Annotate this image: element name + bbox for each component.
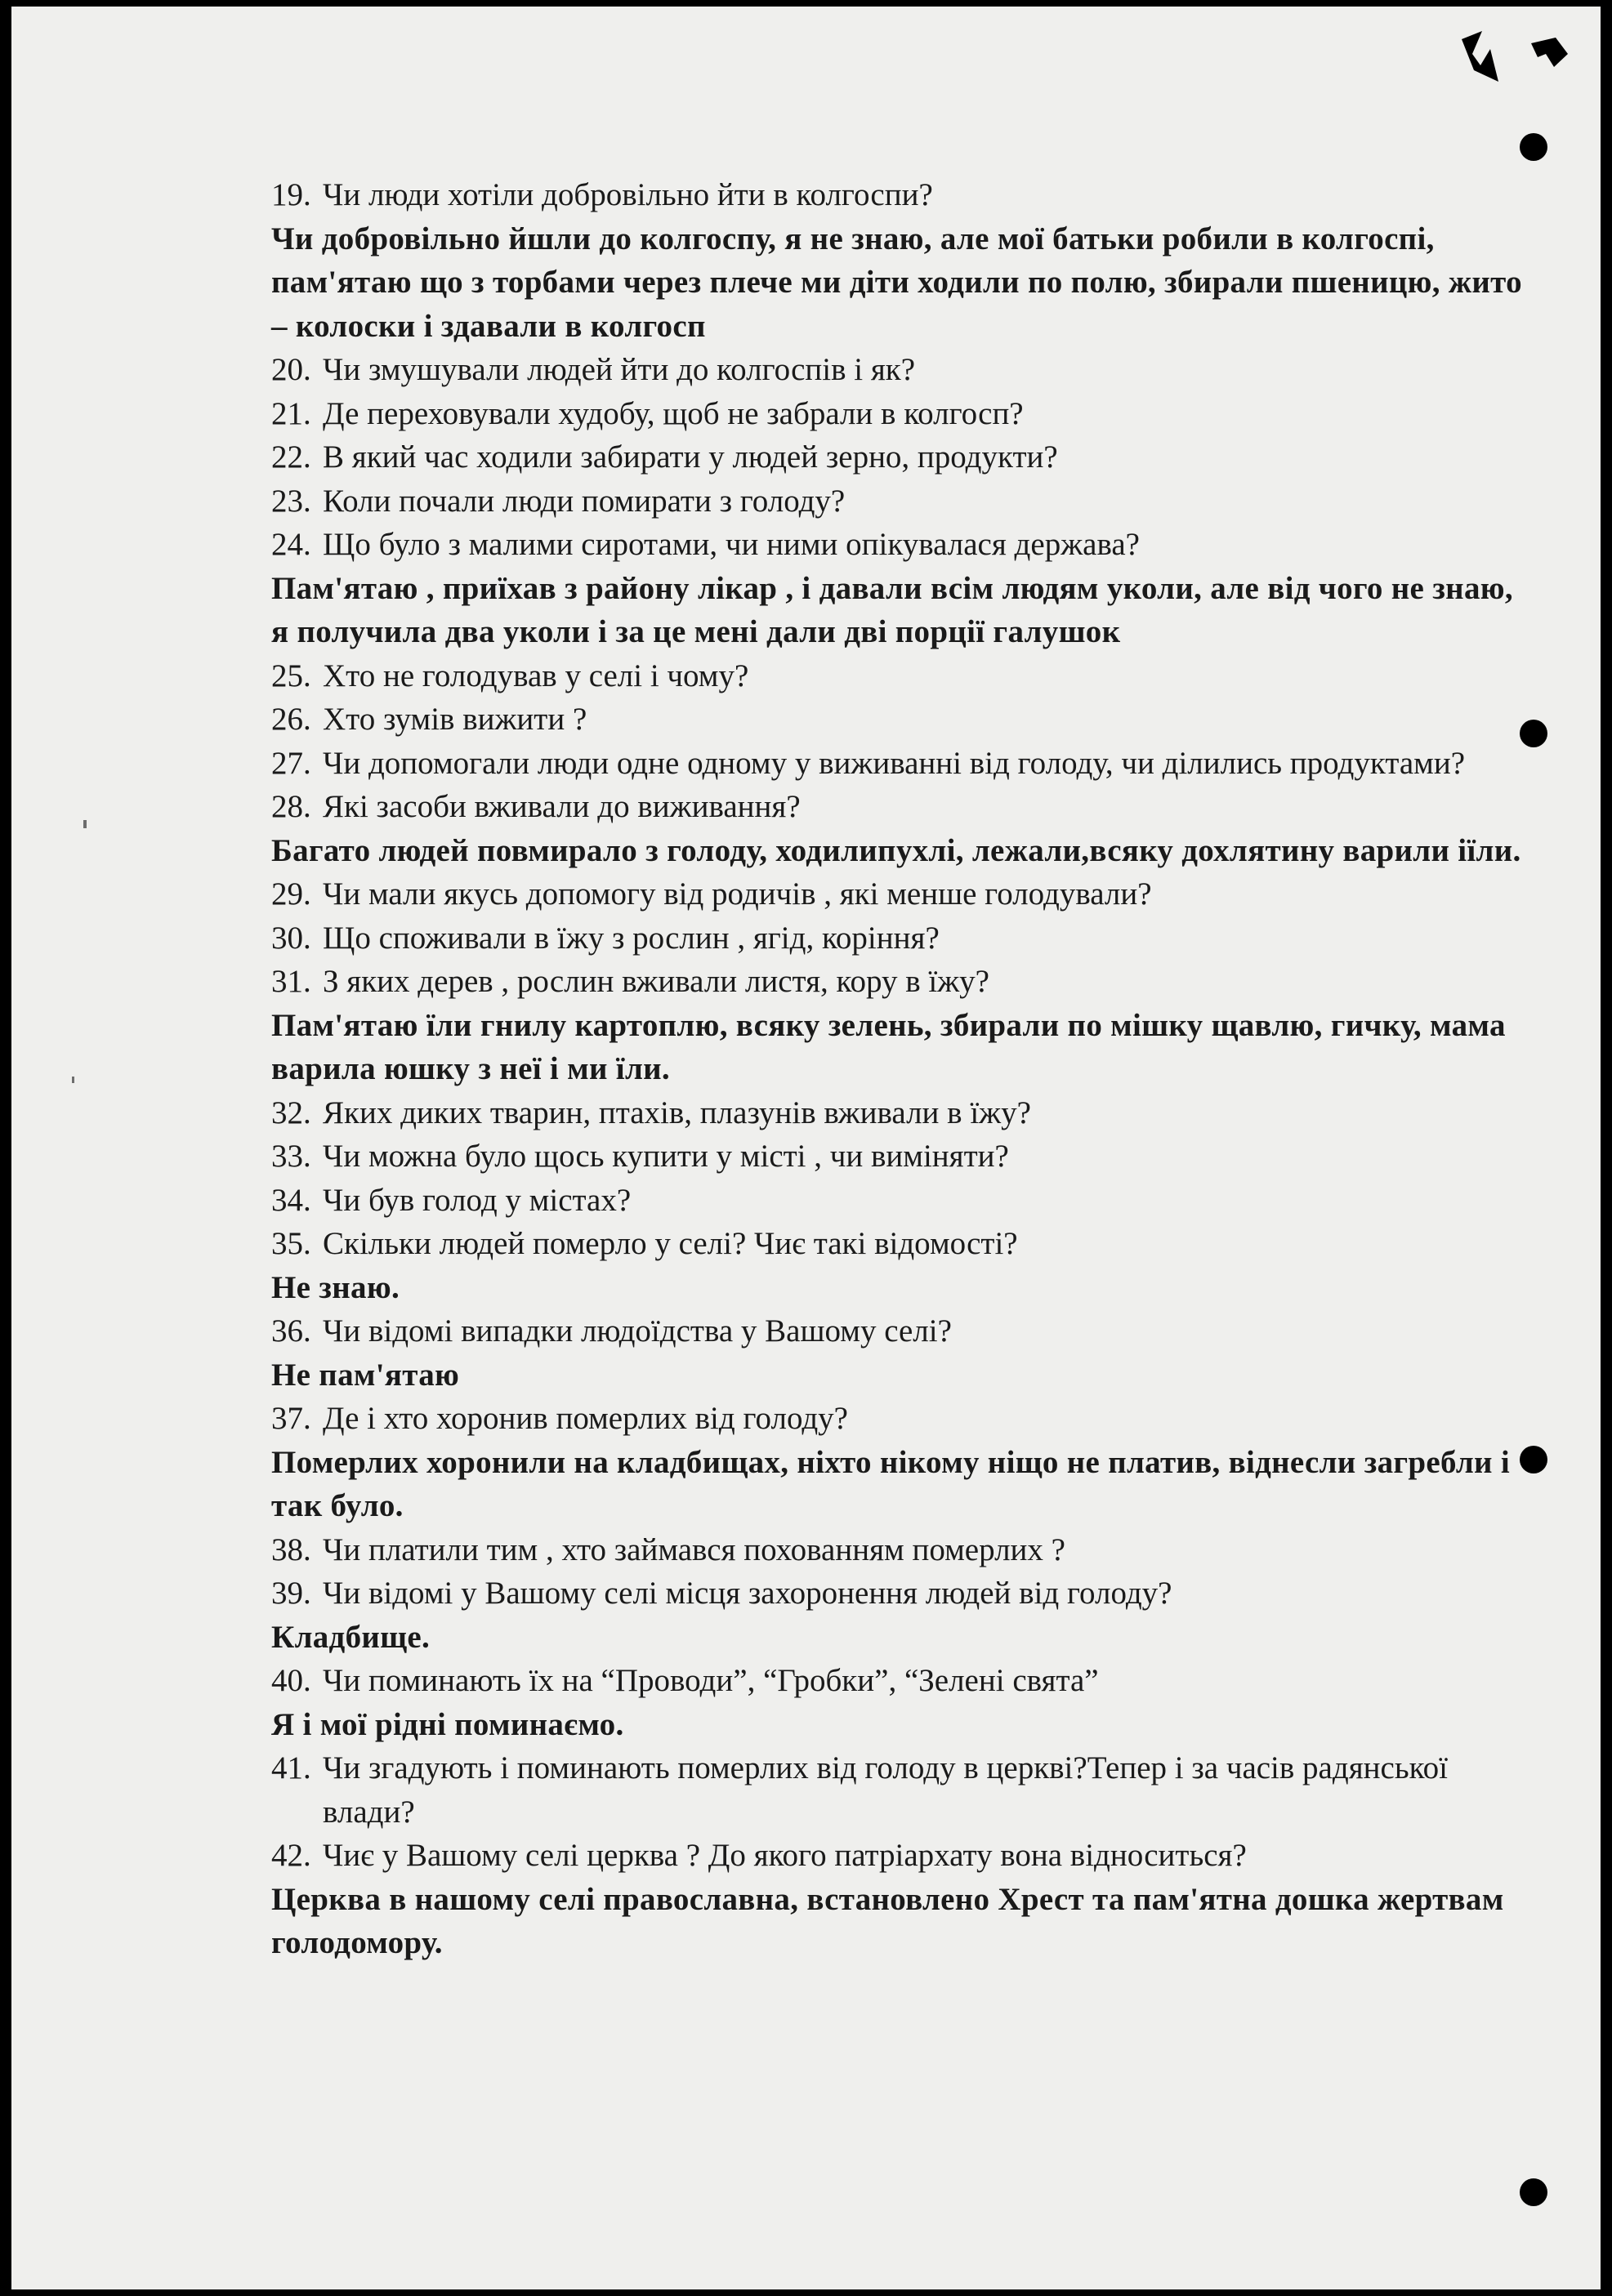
question-text: Скільки людей померло у селі? Чиє такі відомості? xyxy=(323,1226,1018,1261)
question xyxy=(271,960,1529,1004)
torn-corner-icon xyxy=(1433,7,1612,96)
question-number: 39. xyxy=(271,1576,311,1611)
question xyxy=(271,1572,1529,1616)
question xyxy=(271,698,1529,742)
question-text: В який час ходили забирати у людей зерно, продукти? xyxy=(323,439,1058,475)
questionnaire-text xyxy=(271,173,1529,1965)
question-number: 29. xyxy=(271,876,311,912)
question-number: 36. xyxy=(271,1313,311,1349)
question xyxy=(271,435,1529,479)
answer: Чи добровільно йшли до колгоспу, я не знаю, але мої батьки робили в колгоспі, пам'ятаю що з торбами через плече ми діти ходили по полю, збирали пшеницю, жито – колоски і здавали в колгосп xyxy=(271,221,1522,344)
question-number: 27. xyxy=(271,745,311,781)
question-number: 37. xyxy=(271,1401,311,1436)
answer: Багато людей повмирало з голоду, ходилипухлі, лежали,всяку дохлятину варили іїли. xyxy=(271,832,1521,868)
question-text: Чи поминають їх на “Проводи”, “Гробки”, “Зелені свята” xyxy=(323,1663,1099,1698)
question-text: Де і хто хоронив померлих від голоду? xyxy=(323,1401,848,1436)
question xyxy=(271,1659,1529,1703)
question-text: Що було з малими сиротами, чи ними опікувалася держава? xyxy=(323,527,1140,562)
answer: Пам'ятаю їли гнилу картоплю, всяку зелень, збирали по мішку щавлю, гичку, мама варила юшку з неї і ми їли. xyxy=(271,1007,1506,1086)
question xyxy=(271,654,1529,698)
question-number: 21. xyxy=(271,395,311,431)
answer: Померлих хоронили на кладбищах, ніхто нікому ніщо не платив, віднесли загребли і так було. xyxy=(271,1444,1510,1523)
question-text: Коли почали люди помирати з голоду? xyxy=(323,483,846,519)
question xyxy=(271,742,1529,786)
question-number: 19. xyxy=(271,177,311,212)
question-text: Чи відомі випадки людоїдства у Вашому селі? xyxy=(323,1313,952,1349)
punch-hole-icon xyxy=(1520,2178,1547,2206)
question xyxy=(271,1222,1529,1266)
question-text: Чи відомі у Вашому селі місця захоронення людей від голоду? xyxy=(323,1576,1172,1611)
question-text: Чи платили тим , хто займався похованням померлих ? xyxy=(323,1531,1065,1567)
question-number: 33. xyxy=(271,1139,311,1174)
punch-hole-icon xyxy=(1520,133,1547,161)
question-number: 30. xyxy=(271,920,311,956)
question xyxy=(271,872,1529,916)
answer: Не пам'ятаю xyxy=(271,1357,460,1393)
question-text: Чи змушували людей йти до колгоспів і як? xyxy=(323,352,916,387)
scan-smudge xyxy=(83,820,87,828)
question xyxy=(271,785,1529,829)
answer: Церква в нашому селі православна, встановлено Хрест та пам'ятна дошка жертвам голодомору. xyxy=(271,1881,1504,1960)
question-text: Чи допомогали люди одне одному у виживанні від голоду, чи ділились продуктами? xyxy=(323,745,1466,781)
question-text: Хто зумів вижити ? xyxy=(323,702,587,737)
question-number: 42. xyxy=(271,1838,311,1873)
question-text: Чи можна було щось купити у місті , чи виміняти? xyxy=(323,1139,1009,1174)
question-text: Чи був голод у містах? xyxy=(323,1182,632,1218)
question-number: 41. xyxy=(271,1750,311,1786)
question-text: Чиє у Вашому селі церква ? До якого патріархату вона відноситься? xyxy=(323,1838,1247,1873)
question-text: Чи люди хотіли добровільно йти в колгоспи? xyxy=(323,177,933,212)
answer: Я і мої рідні поминаємо. xyxy=(271,1706,624,1742)
question xyxy=(271,1746,1529,1834)
question-number: 35. xyxy=(271,1226,311,1261)
question-number: 32. xyxy=(271,1095,311,1130)
question xyxy=(271,392,1529,436)
answer: Кладбище. xyxy=(271,1619,431,1655)
question-number: 31. xyxy=(271,964,311,999)
answer: Не знаю. xyxy=(271,1269,400,1305)
question xyxy=(271,173,1529,217)
question-text: Що споживали в їжу з рослин , ягід, коріння? xyxy=(323,920,940,956)
question-text: Чи мали якусь допомогу від родичів , які менше голодували? xyxy=(323,876,1152,912)
question-text: Чи згадують і поминають померлих від голоду в церкві?Тепер і за часів радянської влади? xyxy=(323,1750,1448,1830)
question-text: Які засоби вживали до виживання? xyxy=(323,789,801,824)
question xyxy=(271,1091,1529,1135)
question-number: 26. xyxy=(271,702,311,737)
question xyxy=(271,916,1529,961)
question-number: 24. xyxy=(271,527,311,562)
question-text: Де переховували худобу, щоб не забрали в колгосп? xyxy=(323,395,1024,431)
question-number: 23. xyxy=(271,483,311,519)
question xyxy=(271,523,1529,567)
scan-smudge xyxy=(72,1077,74,1083)
question-text: Яких диких тварин, птахів, плазунів вживали в їжу? xyxy=(323,1095,1031,1130)
question xyxy=(271,1528,1529,1572)
scanned-page xyxy=(11,7,1601,2289)
question-text: Хто не голодував у селі і чому? xyxy=(323,658,749,693)
question xyxy=(271,348,1529,392)
question-number: 20. xyxy=(271,352,311,387)
question xyxy=(271,1834,1529,1878)
question xyxy=(271,1397,1529,1441)
question xyxy=(271,1179,1529,1223)
answer: Пам'ятаю , приїхав з району лікар , і давали всім людям уколи, але від чого не знаю, я получила два уколи і за це мені дали дві порції галушок xyxy=(271,570,1513,649)
question xyxy=(271,479,1529,524)
question-text: З яких дерев , рослин вживали листя, кору в їжу? xyxy=(323,964,989,999)
question-number: 34. xyxy=(271,1182,311,1218)
question xyxy=(271,1135,1529,1179)
question-number: 28. xyxy=(271,789,311,824)
question-number: 40. xyxy=(271,1663,311,1698)
question-number: 38. xyxy=(271,1531,311,1567)
question xyxy=(271,1309,1529,1353)
question-number: 22. xyxy=(271,439,311,475)
question-number: 25. xyxy=(271,658,311,693)
